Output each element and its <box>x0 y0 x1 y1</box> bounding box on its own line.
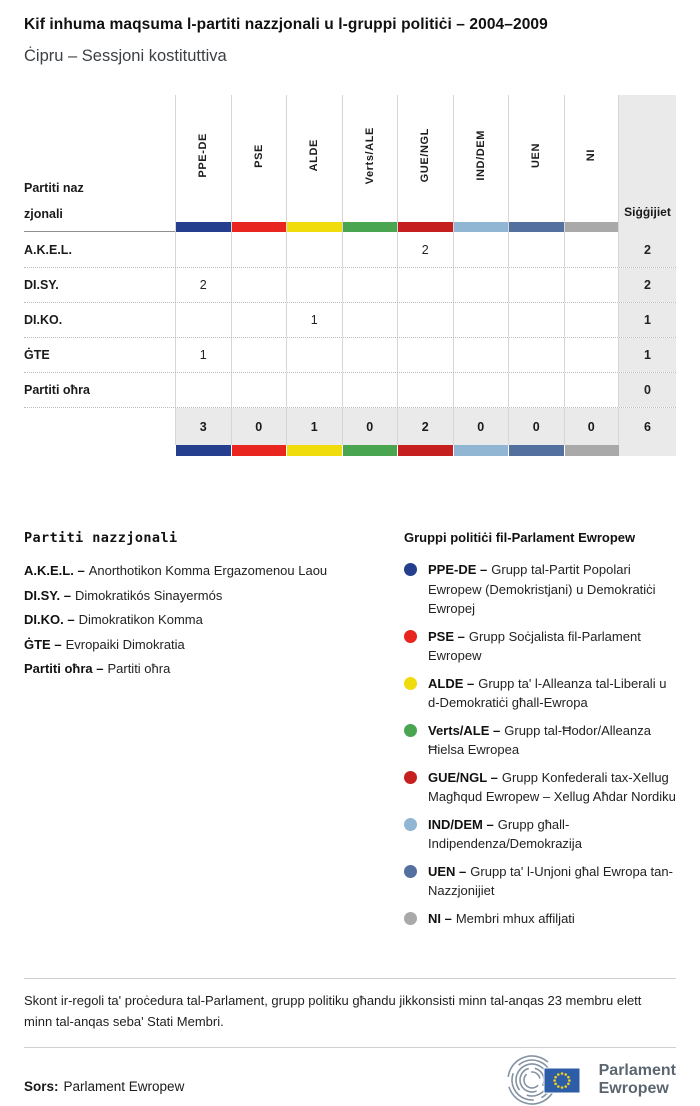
party-name: Anorthotikon Komma Ergazomenou Laou <box>88 563 328 578</box>
table-cell <box>175 232 231 267</box>
column-header-label: GUE/NGL <box>419 128 432 183</box>
group-legend-item <box>404 674 676 713</box>
page-subtitle: Ċipru – Sessjoni kostituttiva <box>24 47 227 65</box>
seats-cell: 1 <box>619 303 676 337</box>
logo-wordmark <box>599 1062 676 1098</box>
page-title: Kif inhuma maqsuma l-partiti nazzjonali u l-gruppi politiċi – 2004–2009 <box>24 16 548 33</box>
group-color-bar <box>343 222 398 232</box>
source-value: Parlament Ewropew <box>63 1078 185 1094</box>
party-name: Evropaiki Dimokratia <box>65 636 185 652</box>
table-cell <box>564 338 620 372</box>
footnote: Skont ir-regoli ta' proċedura tal-Parlament, grupp politiku għandu jikkonsisti minn tal-anqas 23 membru elett minn tal-anqas seba' Stati Membri. <box>24 978 676 1048</box>
column-header-ni <box>564 95 620 232</box>
row-label: DI.SY. <box>24 278 59 292</box>
group-abbr: Verts/ALE – <box>428 722 501 738</box>
group-name: Grupp tal-Ħodor/Alleanza Ħielsa Ewropea <box>428 722 651 757</box>
group-abbr: IND/DEM – <box>428 816 494 832</box>
row-header-label: Partiti nazzjonali <box>24 181 84 221</box>
seats-cell: 2 <box>619 232 676 267</box>
column-header-ind-dem <box>453 95 509 232</box>
total-cell: 0 <box>508 408 564 445</box>
total-cell: 0 <box>453 408 509 445</box>
column-header-label: Verts/ALE <box>363 126 376 185</box>
logo-line1: Parlament <box>598 1061 676 1079</box>
table-cell <box>508 338 564 372</box>
column-header-uen <box>508 95 564 232</box>
group-color-bar <box>175 445 231 456</box>
table-row <box>24 232 676 267</box>
group-color-bar <box>397 445 453 456</box>
group-name: Grupp tal-Partit Popolari Ewropew (Demokristjani) u Demokratiċi Ewropej <box>428 562 656 616</box>
group-color-bar <box>231 445 287 456</box>
row-label: Partiti oħra <box>24 383 90 397</box>
table-cell <box>286 232 342 267</box>
group-color-dot <box>404 563 417 576</box>
total-cell: 0 <box>564 408 620 445</box>
column-header-pse <box>231 95 287 232</box>
group-name: Membri mhux affiljati <box>455 910 575 926</box>
table-cell <box>397 338 453 372</box>
table-cell <box>453 373 509 407</box>
party-abbr: DI.KO. – <box>24 612 75 627</box>
group-legend-item <box>404 721 676 760</box>
seats-table <box>24 95 676 456</box>
table-cell <box>342 232 398 267</box>
table-cell <box>564 303 620 337</box>
group-name: Grupp ta' l-Unjoni għal Ewropa tan-Nazzjonijiet <box>428 863 673 898</box>
group-legend-item <box>404 768 676 807</box>
party-name: Dimokratikon Komma <box>78 612 203 627</box>
group-name: Grupp Soċjalista fil-Parlament Ewropew <box>428 628 641 663</box>
eu-flag-icon <box>544 1068 580 1093</box>
table-cell <box>453 338 509 372</box>
legend-section <box>24 530 676 936</box>
table-cell <box>397 303 453 337</box>
table-cell <box>453 268 509 302</box>
column-header-label: NI <box>585 149 598 162</box>
party-legend-item <box>24 637 384 652</box>
table-cell <box>342 303 398 337</box>
table-cell <box>564 268 620 302</box>
column-header-label: ALDE <box>308 139 321 172</box>
group-name: Grupp għall-Indipendenza/Demokrazija <box>428 816 582 851</box>
table-cell <box>231 338 287 372</box>
group-color-bar <box>342 445 398 456</box>
table-cell <box>508 373 564 407</box>
group-color-dot <box>404 630 417 643</box>
seats-column-footer <box>619 445 676 456</box>
row-header-cell <box>24 95 175 232</box>
table-cell <box>453 303 509 337</box>
column-header-verts-ale <box>342 95 398 232</box>
party-abbr: A.K.E.L. – <box>24 563 85 578</box>
party-abbr: DI.SY. – <box>24 587 71 603</box>
totals-label-cell <box>24 408 175 445</box>
source-line <box>24 1079 184 1106</box>
group-legend-item <box>404 862 676 901</box>
total-cell: 1 <box>286 408 342 445</box>
group-legend-item <box>404 627 676 666</box>
group-abbr: GUE/NGL – <box>428 769 498 785</box>
group-abbr: PSE – <box>428 628 465 644</box>
hemicycle-icon <box>496 1054 590 1106</box>
group-color-bar <box>398 222 453 232</box>
group-color-dot <box>404 724 417 737</box>
table-cell <box>286 373 342 407</box>
group-abbr: PPE-DE – <box>428 562 488 577</box>
group-color-bar <box>176 222 231 232</box>
table-cell: 2 <box>175 268 231 302</box>
party-name: Dimokratikós Sinayermós <box>74 587 223 603</box>
table-bottom-bars <box>24 445 676 456</box>
party-legend-item <box>24 612 384 627</box>
group-color-dot <box>404 912 417 925</box>
table-cell <box>342 373 398 407</box>
group-legend-item <box>404 560 676 619</box>
group-color-bar <box>287 222 342 232</box>
table-cell <box>286 338 342 372</box>
group-color-dot <box>404 677 417 690</box>
table-cell <box>175 303 231 337</box>
group-color-bar <box>286 445 342 456</box>
table-row <box>24 267 676 302</box>
group-color-bar <box>508 445 564 456</box>
group-legend-item <box>404 909 676 929</box>
national-parties-legend <box>24 530 404 936</box>
row-label: ĠTE <box>24 348 50 362</box>
table-cell <box>453 232 509 267</box>
table-header-row <box>24 95 676 232</box>
total-seats-cell: 6 <box>619 408 676 445</box>
table-cell <box>231 268 287 302</box>
table-row <box>24 337 676 372</box>
table-row <box>24 372 676 407</box>
group-legend-item <box>404 815 676 854</box>
row-label: A.K.E.L. <box>24 242 72 257</box>
bars-spacer <box>24 445 175 456</box>
table-cell <box>508 303 564 337</box>
column-header-label: UEN <box>530 142 543 169</box>
group-color-bar <box>453 445 509 456</box>
table-cell <box>286 268 342 302</box>
party-abbr: ĠTE – <box>24 636 62 652</box>
group-color-dot <box>404 818 417 831</box>
group-color-bar <box>509 222 564 232</box>
column-header-seats: Siġġijiet <box>619 95 676 232</box>
column-header-alde <box>286 95 342 232</box>
table-cell <box>342 268 398 302</box>
table-cell <box>508 232 564 267</box>
group-name: Grupp Konfederali tax-Xellug Magħqud Ewropew – Xellug Aħdar Nordiku <box>428 769 676 804</box>
group-color-bar <box>232 222 287 232</box>
table-cell <box>342 338 398 372</box>
table-cell: 2 <box>397 232 453 267</box>
total-cell: 0 <box>231 408 287 445</box>
party-abbr: Partiti oħra – <box>24 661 104 676</box>
table-cell <box>508 268 564 302</box>
column-header-ppe-de <box>175 95 231 232</box>
party-name: Partiti oħra <box>107 661 171 676</box>
group-abbr: NI – <box>428 910 452 926</box>
total-cell: 3 <box>175 408 231 445</box>
group-abbr: UEN – <box>428 863 467 879</box>
table-cell: 1 <box>286 303 342 337</box>
table-cell <box>564 373 620 407</box>
party-legend-item <box>24 563 384 578</box>
table-cell <box>231 373 287 407</box>
group-name: Grupp ta' l-Alleanza tal-Liberali u d-Demokratiċi għall-Ewropa <box>428 675 667 710</box>
table-cell <box>397 373 453 407</box>
seats-cell: 1 <box>619 338 676 372</box>
seats-cell: 0 <box>619 373 676 407</box>
table-cell <box>231 303 287 337</box>
party-legend-item <box>24 661 384 676</box>
source-label: Sors: <box>24 1078 59 1094</box>
table-cell <box>175 373 231 407</box>
group-color-dot <box>404 865 417 878</box>
column-header-gue-ngl <box>397 95 453 232</box>
party-legend-item <box>24 588 384 603</box>
group-abbr: ALDE – <box>428 675 475 691</box>
footer <box>24 1054 676 1106</box>
group-color-bar <box>454 222 509 232</box>
european-parliament-logo <box>496 1054 676 1106</box>
group-color-dot <box>404 771 417 784</box>
seats-cell: 2 <box>619 268 676 302</box>
political-groups-heading: Gruppi politiċi fil-Parlament Ewropew <box>404 530 636 545</box>
table-row <box>24 302 676 337</box>
column-header-label: PSE <box>252 143 265 168</box>
column-header-label: IND/DEM <box>474 130 487 181</box>
table-totals-row <box>24 407 676 445</box>
table-cell <box>564 232 620 267</box>
row-label: DI.KO. <box>24 313 63 327</box>
group-color-bar <box>564 445 620 456</box>
national-parties-heading: Partiti nazzjonali <box>24 530 178 546</box>
political-groups-legend <box>404 530 676 936</box>
column-header-label: PPE-DE <box>197 133 210 178</box>
table-cell: 1 <box>175 338 231 372</box>
group-color-bar <box>565 222 619 232</box>
logo-line2: Ewropew <box>598 1079 669 1097</box>
total-cell: 2 <box>397 408 453 445</box>
table-cell <box>231 232 287 267</box>
table-cell <box>397 268 453 302</box>
total-cell: 0 <box>342 408 398 445</box>
